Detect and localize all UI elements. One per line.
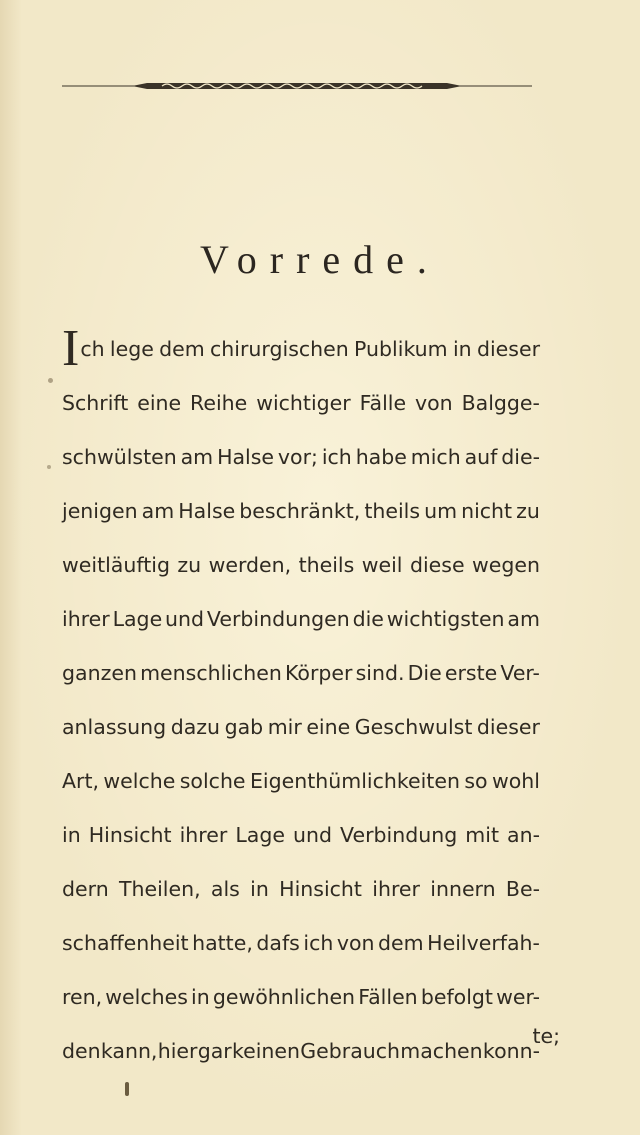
word: theils (298, 553, 355, 577)
ink-speck (47, 465, 51, 469)
word: Reihe (190, 391, 248, 415)
word: Die (407, 661, 442, 685)
word: hatte, (192, 931, 253, 955)
word: Hinsicht (279, 877, 362, 901)
word: gewöhnlichen (212, 985, 356, 1009)
word: mit (465, 823, 499, 847)
word: so (464, 769, 488, 793)
word: dem (159, 337, 205, 361)
word: Publikum (354, 337, 448, 361)
word: lege (109, 337, 154, 361)
text-line (62, 920, 540, 974)
word: dern (62, 877, 109, 901)
word: in (452, 337, 472, 361)
word: am (180, 445, 214, 469)
body-text (62, 320, 540, 1082)
word: in (250, 877, 269, 901)
word: befolgt (420, 985, 493, 1009)
word: ich (303, 931, 334, 955)
text-line (62, 812, 540, 866)
word: in (191, 985, 210, 1009)
text-line (62, 380, 540, 434)
word: Lage (112, 607, 163, 631)
word: Theilen, (118, 877, 201, 901)
word: die (352, 607, 384, 631)
word: solche (179, 769, 246, 793)
word: wichtigsten (386, 607, 505, 631)
word: zu (177, 553, 202, 577)
word: ihrer (179, 823, 228, 847)
word: chirurgischen (210, 337, 349, 361)
word: Art, (62, 769, 100, 793)
word: jenigen (62, 499, 138, 523)
word: konn- (482, 1039, 540, 1063)
word: welches (105, 985, 188, 1009)
word: kann, (100, 1039, 158, 1063)
word: dem (378, 931, 424, 955)
word: ch (80, 337, 105, 361)
word: die- (501, 445, 540, 469)
word: mich (410, 445, 461, 469)
ink-speck (125, 1082, 129, 1096)
word: ich (321, 445, 352, 469)
word: Schrift (62, 391, 129, 415)
word: Heilverfah- (427, 931, 540, 955)
text-line (62, 704, 540, 758)
catchword: te; (532, 1024, 560, 1048)
word: Gebrauch (300, 1039, 401, 1063)
word: innern (430, 877, 496, 901)
word: erste (444, 661, 498, 685)
word: dieser (476, 337, 540, 361)
word: Körper (285, 661, 353, 685)
word: habe (355, 445, 407, 469)
word: wichtiger (256, 391, 351, 415)
text-line-1 (62, 320, 540, 380)
word: schwülsten (62, 445, 177, 469)
text-line (62, 650, 540, 704)
word: und (165, 607, 205, 631)
word: Fällen (358, 985, 418, 1009)
ornamental-headpiece (62, 78, 532, 94)
word: diese (409, 553, 465, 577)
word: auf (464, 445, 498, 469)
word: an- (507, 823, 540, 847)
word: Geschwulst (354, 715, 473, 739)
word: ren, (62, 985, 103, 1009)
word: Be- (505, 877, 540, 901)
word: von (415, 391, 453, 415)
word: dafs (256, 931, 300, 955)
word: theils (364, 499, 421, 523)
word: ganzen (62, 661, 137, 685)
word: machen (400, 1039, 483, 1063)
word: ihrer (62, 607, 110, 631)
word: Hinsicht (88, 823, 172, 847)
word: als (210, 877, 240, 901)
word: gar (197, 1039, 232, 1063)
word: Lage (235, 823, 285, 847)
word: Eigenthümlichkeiten (249, 769, 460, 793)
text-line (62, 866, 540, 920)
word: keinen (231, 1039, 300, 1063)
text-line (62, 542, 540, 596)
word: menschlichen (140, 661, 282, 685)
word: nicht (461, 499, 513, 523)
word: eine (306, 715, 351, 739)
word: eine (137, 391, 182, 415)
word: und (293, 823, 332, 847)
text-line (62, 1028, 540, 1082)
word: Verbindung (340, 823, 458, 847)
word: vor; (277, 445, 318, 469)
ink-speck (48, 378, 53, 383)
word: gab (224, 715, 264, 739)
text-line (62, 974, 540, 1028)
word: Halse (178, 499, 236, 523)
word: ihrer (372, 877, 420, 901)
text-line (62, 758, 540, 812)
word: Halse (217, 445, 275, 469)
word: Verbindungen (206, 607, 350, 631)
word: wegen (471, 553, 540, 577)
word: um (424, 499, 458, 523)
word: welche (103, 769, 176, 793)
word: hier (157, 1039, 198, 1063)
word: Fälle (359, 391, 407, 415)
word: schaffenheit (62, 931, 189, 955)
word: zu (516, 499, 540, 523)
text-line (62, 596, 540, 650)
word: werden, (208, 553, 292, 577)
word: wohl (491, 769, 540, 793)
drop-initial: I (62, 320, 80, 377)
word: den (62, 1039, 101, 1063)
word: weil (361, 553, 403, 577)
text-line-content (80, 326, 540, 380)
word: wer- (496, 985, 540, 1009)
word: in (62, 823, 81, 847)
word: mir (267, 715, 302, 739)
word: anlassung (62, 715, 167, 739)
word: weitläuftig (62, 553, 170, 577)
word: Ver- (500, 661, 540, 685)
word: am (507, 607, 540, 631)
page-title: Vorrede. (200, 237, 440, 282)
word: dieser (476, 715, 540, 739)
text-line (62, 434, 540, 488)
word: sind. (355, 661, 405, 685)
word: am (141, 499, 175, 523)
word: dazu (170, 715, 221, 739)
word: von (336, 931, 375, 955)
text-line (62, 488, 540, 542)
word: beschränkt, (239, 499, 361, 523)
word: Balgge- (461, 391, 540, 415)
